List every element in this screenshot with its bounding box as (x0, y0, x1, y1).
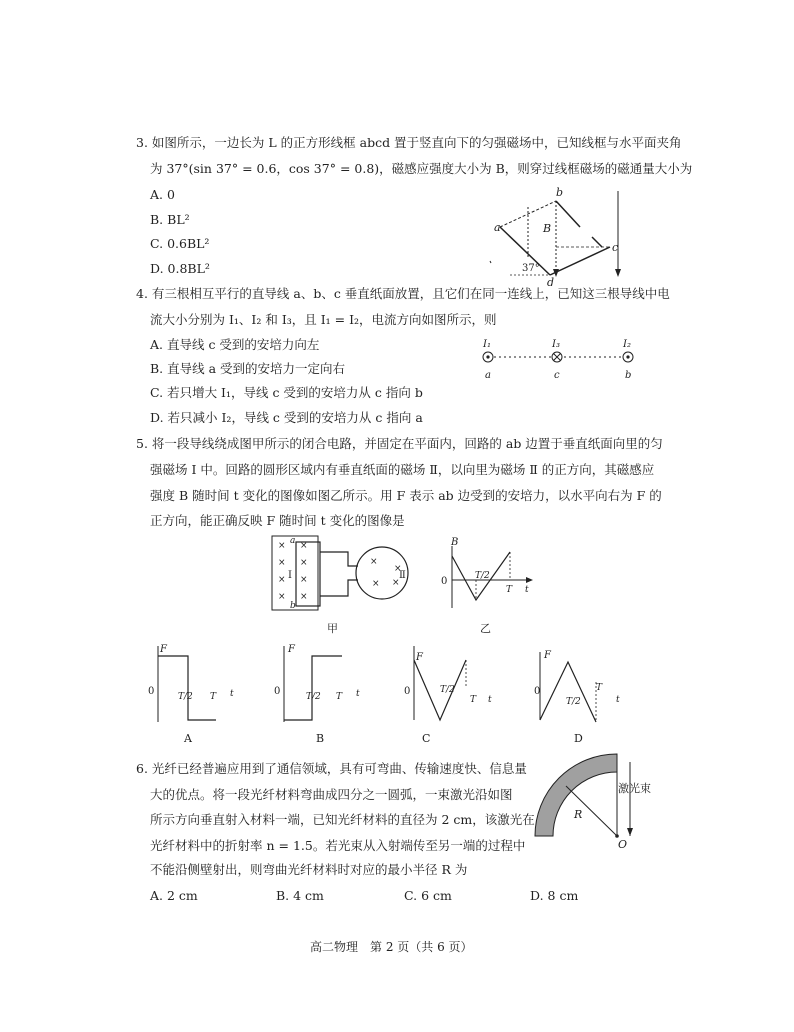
q5-stem-line1: 5. 将一段导线绕成图甲所示的闭合电路，并固定在平面内，回路的 ab 边置于垂直纸面向里的匀 (136, 436, 663, 451)
svg-text:t: t (616, 695, 620, 705)
q3-option-a: A. 0 (150, 187, 175, 202)
svg-text:0: 0 (148, 686, 155, 697)
svg-text:t: t (488, 695, 492, 705)
q5-option-graph-b (272, 642, 372, 744)
svg-text:T: T (210, 692, 217, 702)
q6-option-a: A. 2 cm (150, 888, 198, 903)
svg-text:×: × (278, 592, 286, 602)
svg-text:×: × (394, 564, 402, 574)
q4-option-c: C. 若只增大 I₁，导线 c 受到的安培力从 c 指向 b (150, 385, 423, 400)
svg-text:T/2: T/2 (178, 692, 193, 702)
q6-label-o: O (618, 838, 628, 851)
q6-option-b: B. 4 cm (276, 888, 324, 903)
q3-stem-line2: 为 37°(sin 37° = 0.6，cos 37° = 0.8)，磁感应强度大小为 B，则穿过线框磁场的磁通量大小为 (150, 161, 693, 176)
q4-option-a: A. 直导线 c 受到的安培力向左 (150, 337, 320, 352)
q5-yi-label-t: t (525, 585, 529, 595)
q6-option-d: D. 8 cm (530, 888, 579, 903)
q5-stem-line4: 正方向，能正确反映 F 随时间 t 变化的图像是 (150, 513, 405, 528)
q5-option-graph-c (404, 642, 504, 744)
q5-option-c-label: C (422, 732, 431, 745)
q5-yi-label-half: T/2 (475, 571, 490, 581)
q3-label-angle: 37° (522, 263, 540, 274)
svg-text:T/2: T/2 (566, 697, 581, 707)
q5-stem-line3: 强度 B 随时间 t 变化的图像如图乙所示。用 F 表示 ab 边受到的安培力，以水平向右为 F 的 (150, 488, 662, 503)
q6-stem-line1: 6. 光纤已经普遍应用到了通信领域，具有可弯曲、传输速度快、信息量 (136, 761, 527, 776)
q6-stem-line5: 不能沿侧壁射出，则弯曲光纤材料时对应的最小半径 R 为 (150, 862, 468, 877)
page-footer: 高二物理 第 2 页（共 6 页） (310, 940, 473, 954)
q5-option-graph-a (146, 642, 246, 744)
q6-stem-line4: 光纤材料中的折射率 n = 1.5。若光束从入射端传至另一端的过程中 (150, 838, 526, 853)
svg-text:×: × (392, 578, 400, 588)
svg-text:×: × (300, 541, 308, 551)
q3-figure (480, 185, 640, 289)
svg-text:0: 0 (534, 686, 541, 697)
q5-jia-label-a: a (290, 536, 296, 546)
svg-text:t: t (356, 689, 360, 699)
q5-option-d-label: D (574, 732, 583, 745)
svg-text:×: × (278, 575, 286, 585)
q3-option-c: C. 0.6BL² (150, 236, 210, 251)
svg-text:×: × (370, 557, 378, 567)
q5-yi-label-t-period: T (506, 585, 513, 595)
q5-jia-region-1: Ⅰ (288, 570, 292, 581)
q6-fiber-figure (528, 762, 658, 852)
q5-figure-yi (438, 536, 538, 636)
q4-label-i2: I₂ (623, 339, 631, 350)
svg-text:t: t (230, 689, 234, 699)
svg-text:×: × (278, 541, 286, 551)
q6-label-beam: 激光束 (618, 782, 651, 795)
q6-option-c: C. 6 cm (404, 888, 452, 903)
q3-label-d: d (547, 276, 555, 289)
q5-stem-line2: 强磁场 Ⅰ 中。回路的圆形区域内有垂直纸面的磁场 Ⅱ，以向里为磁场 Ⅱ 的正方向，其磁感应 (150, 462, 655, 477)
q4-label-a: a (485, 370, 491, 381)
q3-option-b: B. BL² (150, 212, 190, 227)
q5-option-graph-d (530, 642, 630, 744)
svg-text:F: F (544, 650, 551, 661)
q6-stem-line3: 所示方向垂直射入材料一端，已知光纤材料的直径为 2 cm，该激光在 (150, 812, 535, 827)
q5-option-a-label: A (184, 732, 192, 745)
svg-text:F: F (160, 644, 167, 655)
svg-text:F: F (288, 644, 295, 655)
q4-label-i3: I₃ (552, 339, 560, 350)
svg-text:×: × (372, 579, 380, 589)
svg-text:0: 0 (274, 686, 281, 697)
svg-text:T: T (336, 692, 343, 702)
q5-option-b-label: B (316, 732, 325, 745)
svg-text:F: F (416, 652, 423, 663)
q4-figure (478, 338, 638, 383)
q4-label-c: c (554, 370, 560, 381)
q5-jia-label-b: b (290, 601, 296, 611)
svg-text:×: × (300, 558, 308, 568)
svg-text:×: × (300, 592, 308, 602)
q4-label-b: b (625, 370, 632, 381)
q6-label-r: R (574, 808, 583, 821)
q4-label-i1: I₁ (483, 339, 491, 350)
q3-label-c: c (612, 241, 619, 254)
q4-stem-line1: 4. 有三根相互平行的直导线 a、b、c 垂直纸面放置，且它们在同一连线上，已知这三根导线中电 (136, 286, 670, 301)
q5-jia-region-2: Ⅱ (399, 570, 406, 581)
q4-option-b: B. 直导线 a 受到的安培力一定向右 (150, 361, 346, 376)
q4-option-d: D. 若只减小 I₂，导线 c 受到的安培力从 c 指向 a (150, 410, 423, 425)
svg-text:0: 0 (404, 686, 411, 697)
q5-yi-label-b: B (451, 537, 459, 548)
q3-label-field: B (543, 222, 552, 235)
q6-stem-line2: 大的优点。将一段光纤材料弯曲成四分之一圆弧，一束激光沿如图 (150, 787, 513, 802)
svg-text:T: T (596, 683, 603, 693)
q3-label-a: a (494, 221, 501, 234)
q3-label-b: b (556, 186, 564, 199)
q5-yi-caption: 乙 (480, 622, 491, 635)
q3-option-d: D. 0.8BL² (150, 261, 210, 276)
svg-text:T: T (470, 695, 477, 705)
q5-figure-jia (272, 536, 422, 636)
svg-text:×: × (278, 558, 286, 568)
svg-text:×: × (300, 575, 308, 585)
svg-text:T/2: T/2 (306, 692, 321, 702)
q5-yi-label-zero: 0 (441, 576, 448, 587)
q3-stem-line1: 3. 如图所示，一边长为 L 的正方形线框 abcd 置于竖直向下的匀强磁场中，已知线框与水平面夹角 (136, 135, 682, 150)
q5-jia-caption: 甲 (327, 622, 338, 635)
q4-stem-line2: 流大小分别为 I₁、I₂ 和 I₃，且 I₁ = I₂，电流方向如图所示，则 (150, 312, 497, 327)
svg-text:T/2: T/2 (440, 685, 455, 695)
